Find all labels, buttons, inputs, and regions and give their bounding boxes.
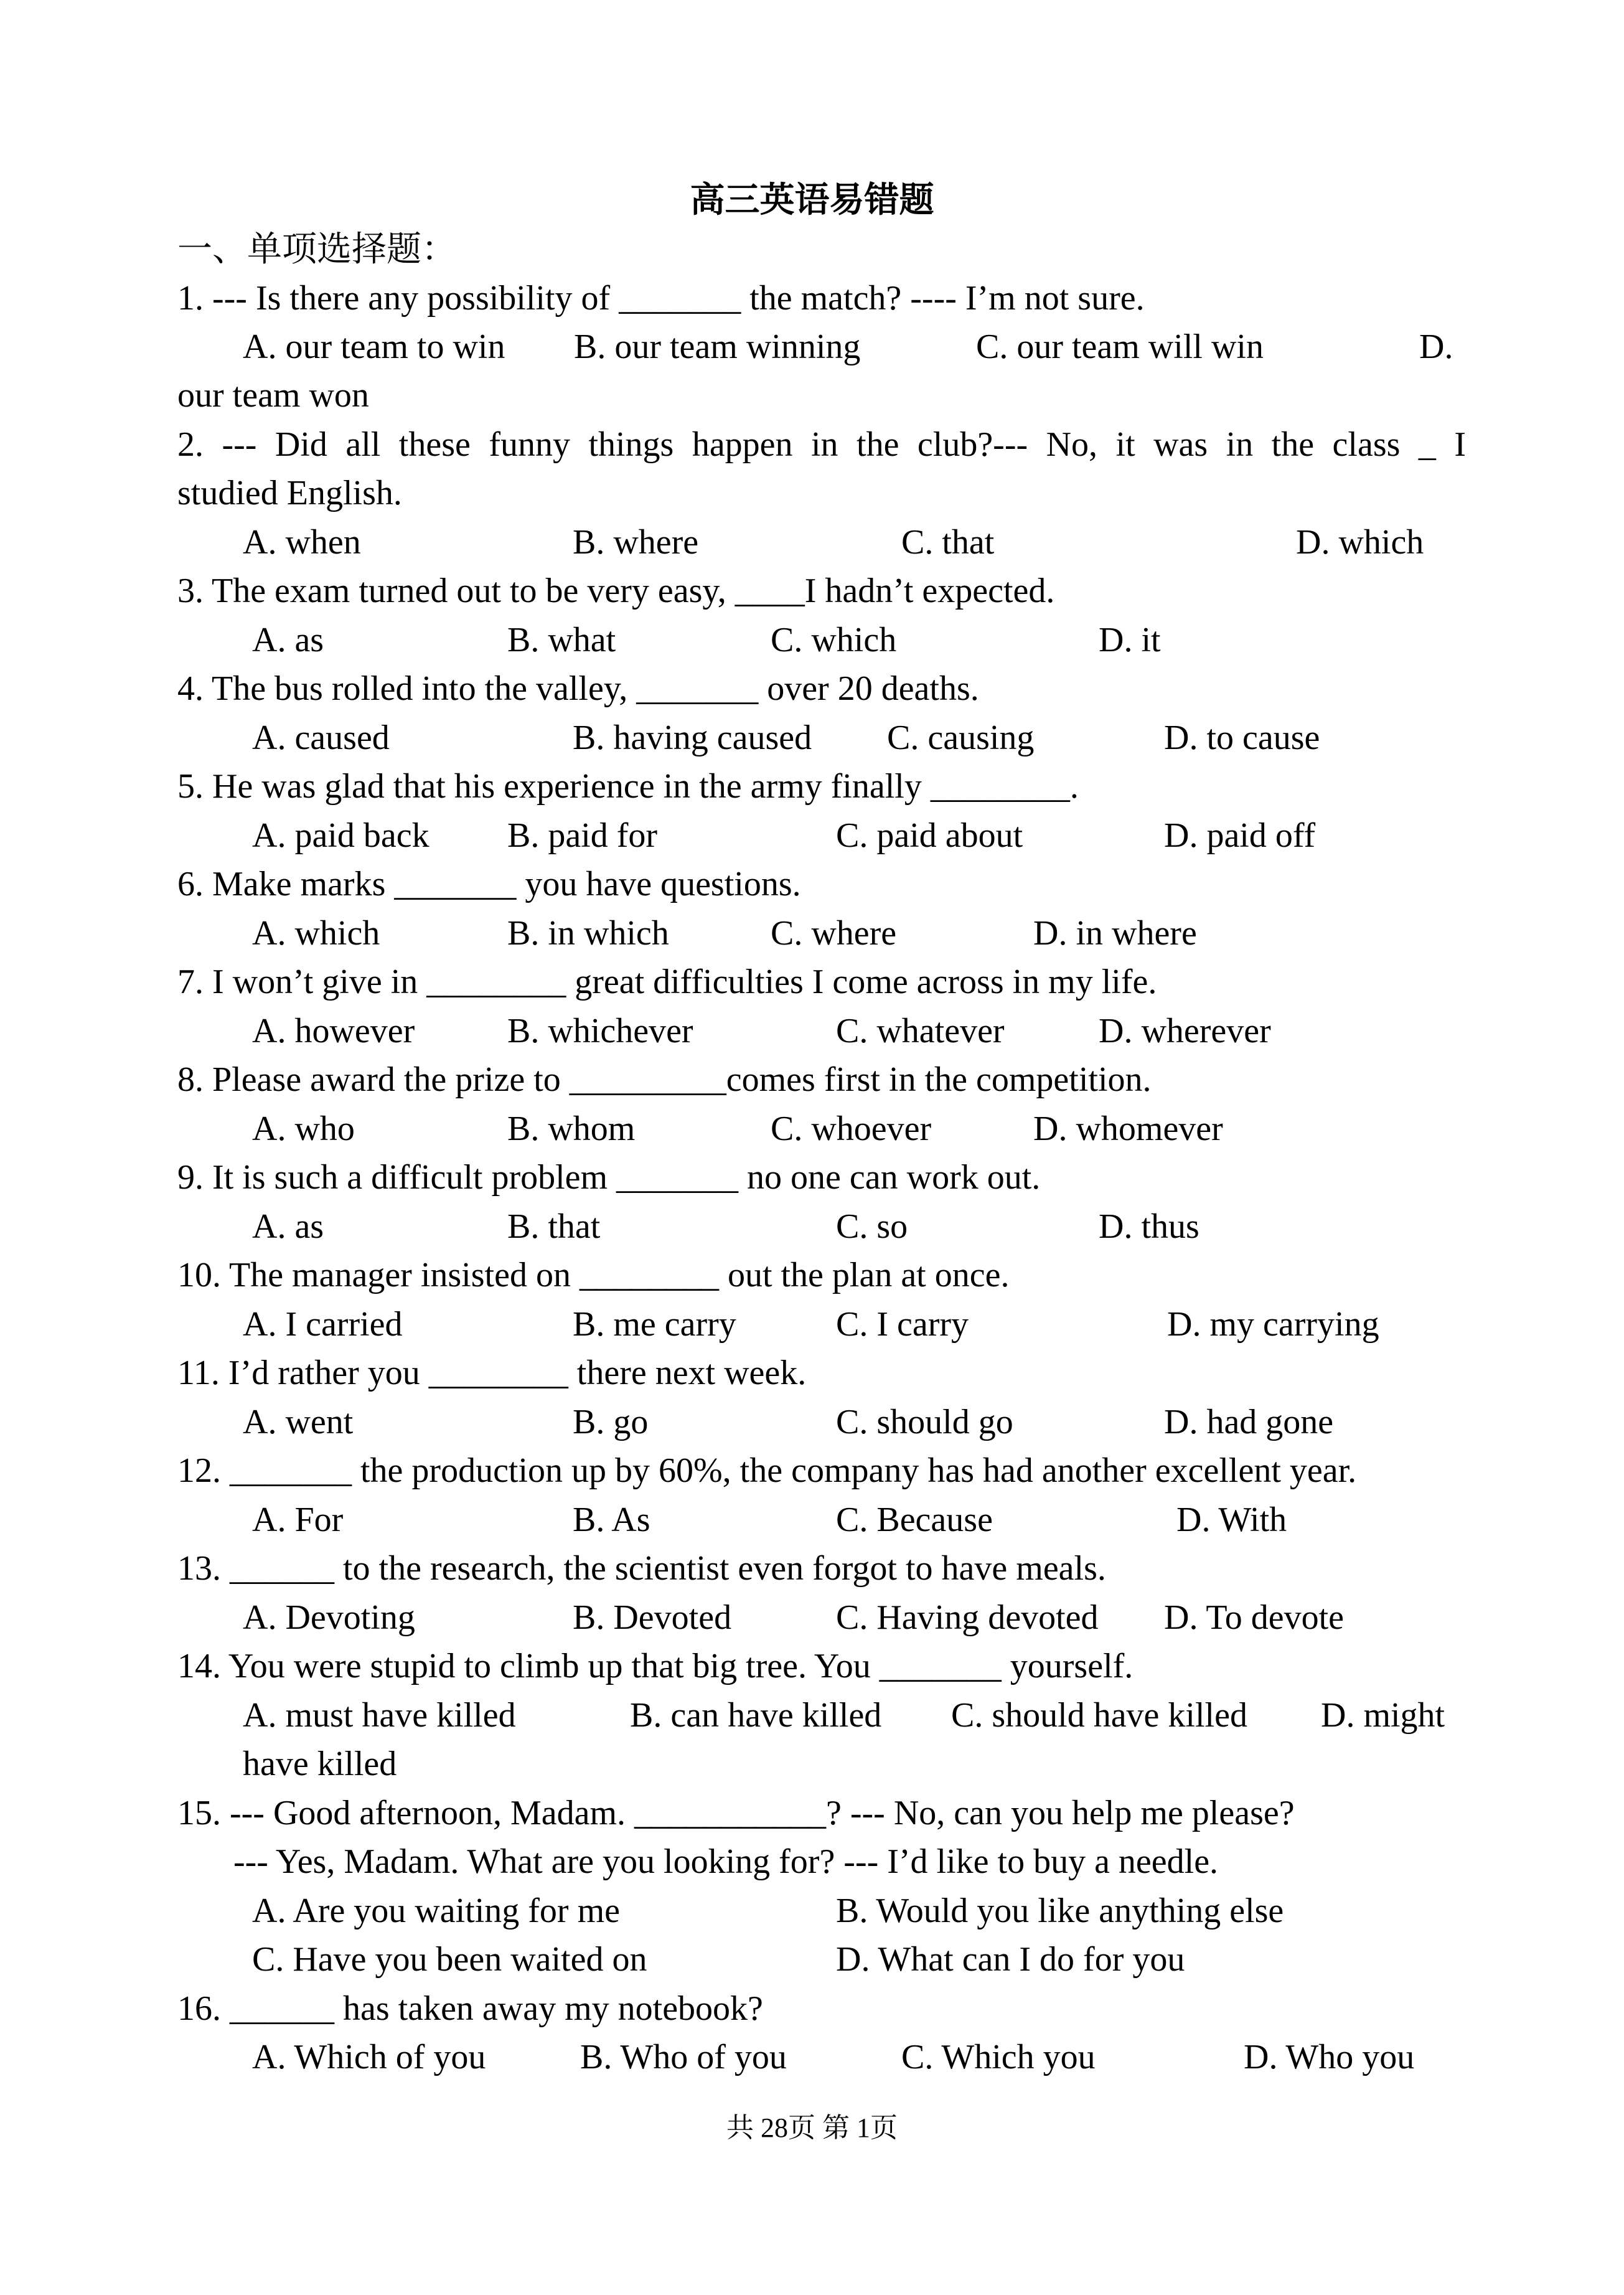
question-15-stem-line-1: 15. --- Good afternoon, Madam. ___________? --- No, can you help me please? [177,1794,1295,1832]
question-16-stem: 16. ______ has taken away my notebook? [177,1989,763,2028]
question-1-option-d: D. [1419,328,1453,366]
question-2-option-b: B. where [573,523,699,562]
question-7-option-b: B. whichever [507,1012,693,1050]
question-7-option-d: D. wherever [1099,1012,1271,1050]
question-14-option-b: B. can have killed [630,1696,882,1735]
question-15-option-b: B. Would you like anything else [836,1892,1284,1930]
question-8-option-c: C. whoever [771,1110,932,1148]
question-10-option-b: B. me carry [573,1305,736,1344]
question-10-option-a: A. I carried [243,1305,403,1344]
question-11-option-c: C. should go [836,1403,1013,1441]
question-4-option-a: A. caused [252,719,390,757]
question-7-stem: 7. I won’t give in ________ great difficulties I come across in my life. [177,963,1157,1001]
question-15-stem-line-2: --- Yes, Madam. What are you looking for? --- I’d like to buy a needle. [233,1842,1219,1881]
question-1-stem: 1. --- Is there any possibility of _______ the match? ---- I’m not sure. [177,279,1145,318]
question-6-option-c: C. where [771,914,897,953]
question-5-option-d: D. paid off [1164,816,1316,855]
question-11-option-b: B. go [573,1403,649,1441]
question-8-stem: 8. Please award the prize to _________comes first in the competition. [177,1060,1152,1099]
question-5-option-c: C. paid about [836,816,1023,855]
question-15-option-d: D. What can I do for you [836,1940,1185,1979]
question-15-option-a: A. Are you waiting for me [252,1892,620,1930]
question-14-option-d-continued: have killed [243,1745,397,1783]
question-12-option-b: B. As [573,1501,650,1539]
question-10-option-d: D. my carrying [1167,1305,1379,1344]
question-9-option-b: B. that [507,1207,601,1246]
question-13-option-d: D. To devote [1164,1598,1344,1637]
question-3-option-a: A. as [252,621,324,659]
question-16-option-d: D. Who you [1244,2038,1415,2076]
section-heading: 一、单项选择题： [177,230,456,269]
question-6-stem: 6. Make marks _______ you have questions. [177,865,801,903]
question-3-option-b: B. what [507,621,616,659]
question-7-option-c: C. whatever [836,1012,1005,1050]
question-1-option-c: C. our team will win [976,328,1264,366]
question-13-stem: 13. ______ to the research, the scientist even forgot to have meals. [177,1549,1106,1588]
question-14-option-a: A. must have killed [243,1696,516,1735]
question-9-stem: 9. It is such a difficult problem _______ no one can work out. [177,1158,1041,1197]
question-9-option-d: D. thus [1099,1207,1199,1246]
question-16-option-b: B. Who of you [580,2038,787,2076]
question-14-option-c: C. should have killed [951,1696,1247,1735]
question-12-option-d: D. With [1176,1501,1287,1539]
question-3-stem: 3. The exam turned out to be very easy, ____I hadn’t expected. [177,572,1055,610]
question-9-option-c: C. so [836,1207,908,1246]
question-5-option-b: B. paid for [507,816,658,855]
question-2-stem-line-1: 2. --- Did all these funny things happen in the club?--- No, it was in the class _ I [177,425,1466,464]
question-10-option-c: C. I carry [836,1305,969,1344]
question-2-option-c: C. that [901,523,995,562]
question-3-option-c: C. which [771,621,897,659]
question-1-option-b: B. our team winning [574,328,861,366]
question-4-option-d: D. to cause [1164,719,1320,757]
question-12-stem: 12. _______ the production up by 60%, the company has had another excellent year. [177,1451,1357,1490]
question-16-option-c: C. Which you [901,2038,1096,2076]
page-footer: 共 28页 第 1页 [726,2113,898,2143]
question-7-option-a: A. however [252,1012,415,1050]
question-14-stem: 14. You were stupid to climb up that big tree. You _______ yourself. [177,1647,1134,1685]
question-4-option-c: C. causing [887,719,1035,757]
question-12-option-c: C. Because [836,1501,993,1539]
page-title: 高三英语易错题 [690,181,934,220]
question-3-option-d: D. it [1099,621,1161,659]
question-5-stem: 5. He was glad that his experience in the army finally ________. [177,767,1079,806]
question-2-stem-line-2: studied English. [177,474,402,512]
question-8-option-a: A. who [252,1110,355,1148]
question-11-option-a: A. went [243,1403,354,1441]
question-4-option-b: B. having caused [573,719,812,757]
question-6-option-d: D. in where [1033,914,1197,953]
question-8-option-b: B. whom [507,1110,636,1148]
question-13-option-b: B. Devoted [573,1598,732,1637]
question-2-option-a: A. when [243,523,361,562]
question-11-option-d: D. had gone [1164,1403,1334,1441]
question-8-option-d: D. whomever [1033,1110,1223,1148]
question-15-option-c: C. Have you been waited on [252,1940,647,1979]
question-1-option-d-continued: our team won [177,376,369,415]
question-6-option-a: A. which [252,914,380,953]
question-2-option-d: D. which [1296,523,1424,562]
question-13-option-c: C. Having devoted [836,1598,1099,1637]
question-16-option-a: A. Which of you [252,2038,486,2076]
question-14-option-d: D. might [1321,1696,1445,1735]
question-6-option-b: B. in which [507,914,669,953]
question-5-option-a: A. paid back [252,816,429,855]
question-10-stem: 10. The manager insisted on ________ out the plan at once. [177,1256,1010,1294]
question-9-option-a: A. as [252,1207,324,1246]
question-12-option-a: A. For [252,1501,344,1539]
question-13-option-a: A. Devoting [243,1598,415,1637]
question-1-option-a: A. our team to win [243,328,505,366]
question-4-stem: 4. The bus rolled into the valley, _______ over 20 deaths. [177,669,979,708]
question-11-stem: 11. I’d rather you ________ there next week. [177,1354,807,1392]
